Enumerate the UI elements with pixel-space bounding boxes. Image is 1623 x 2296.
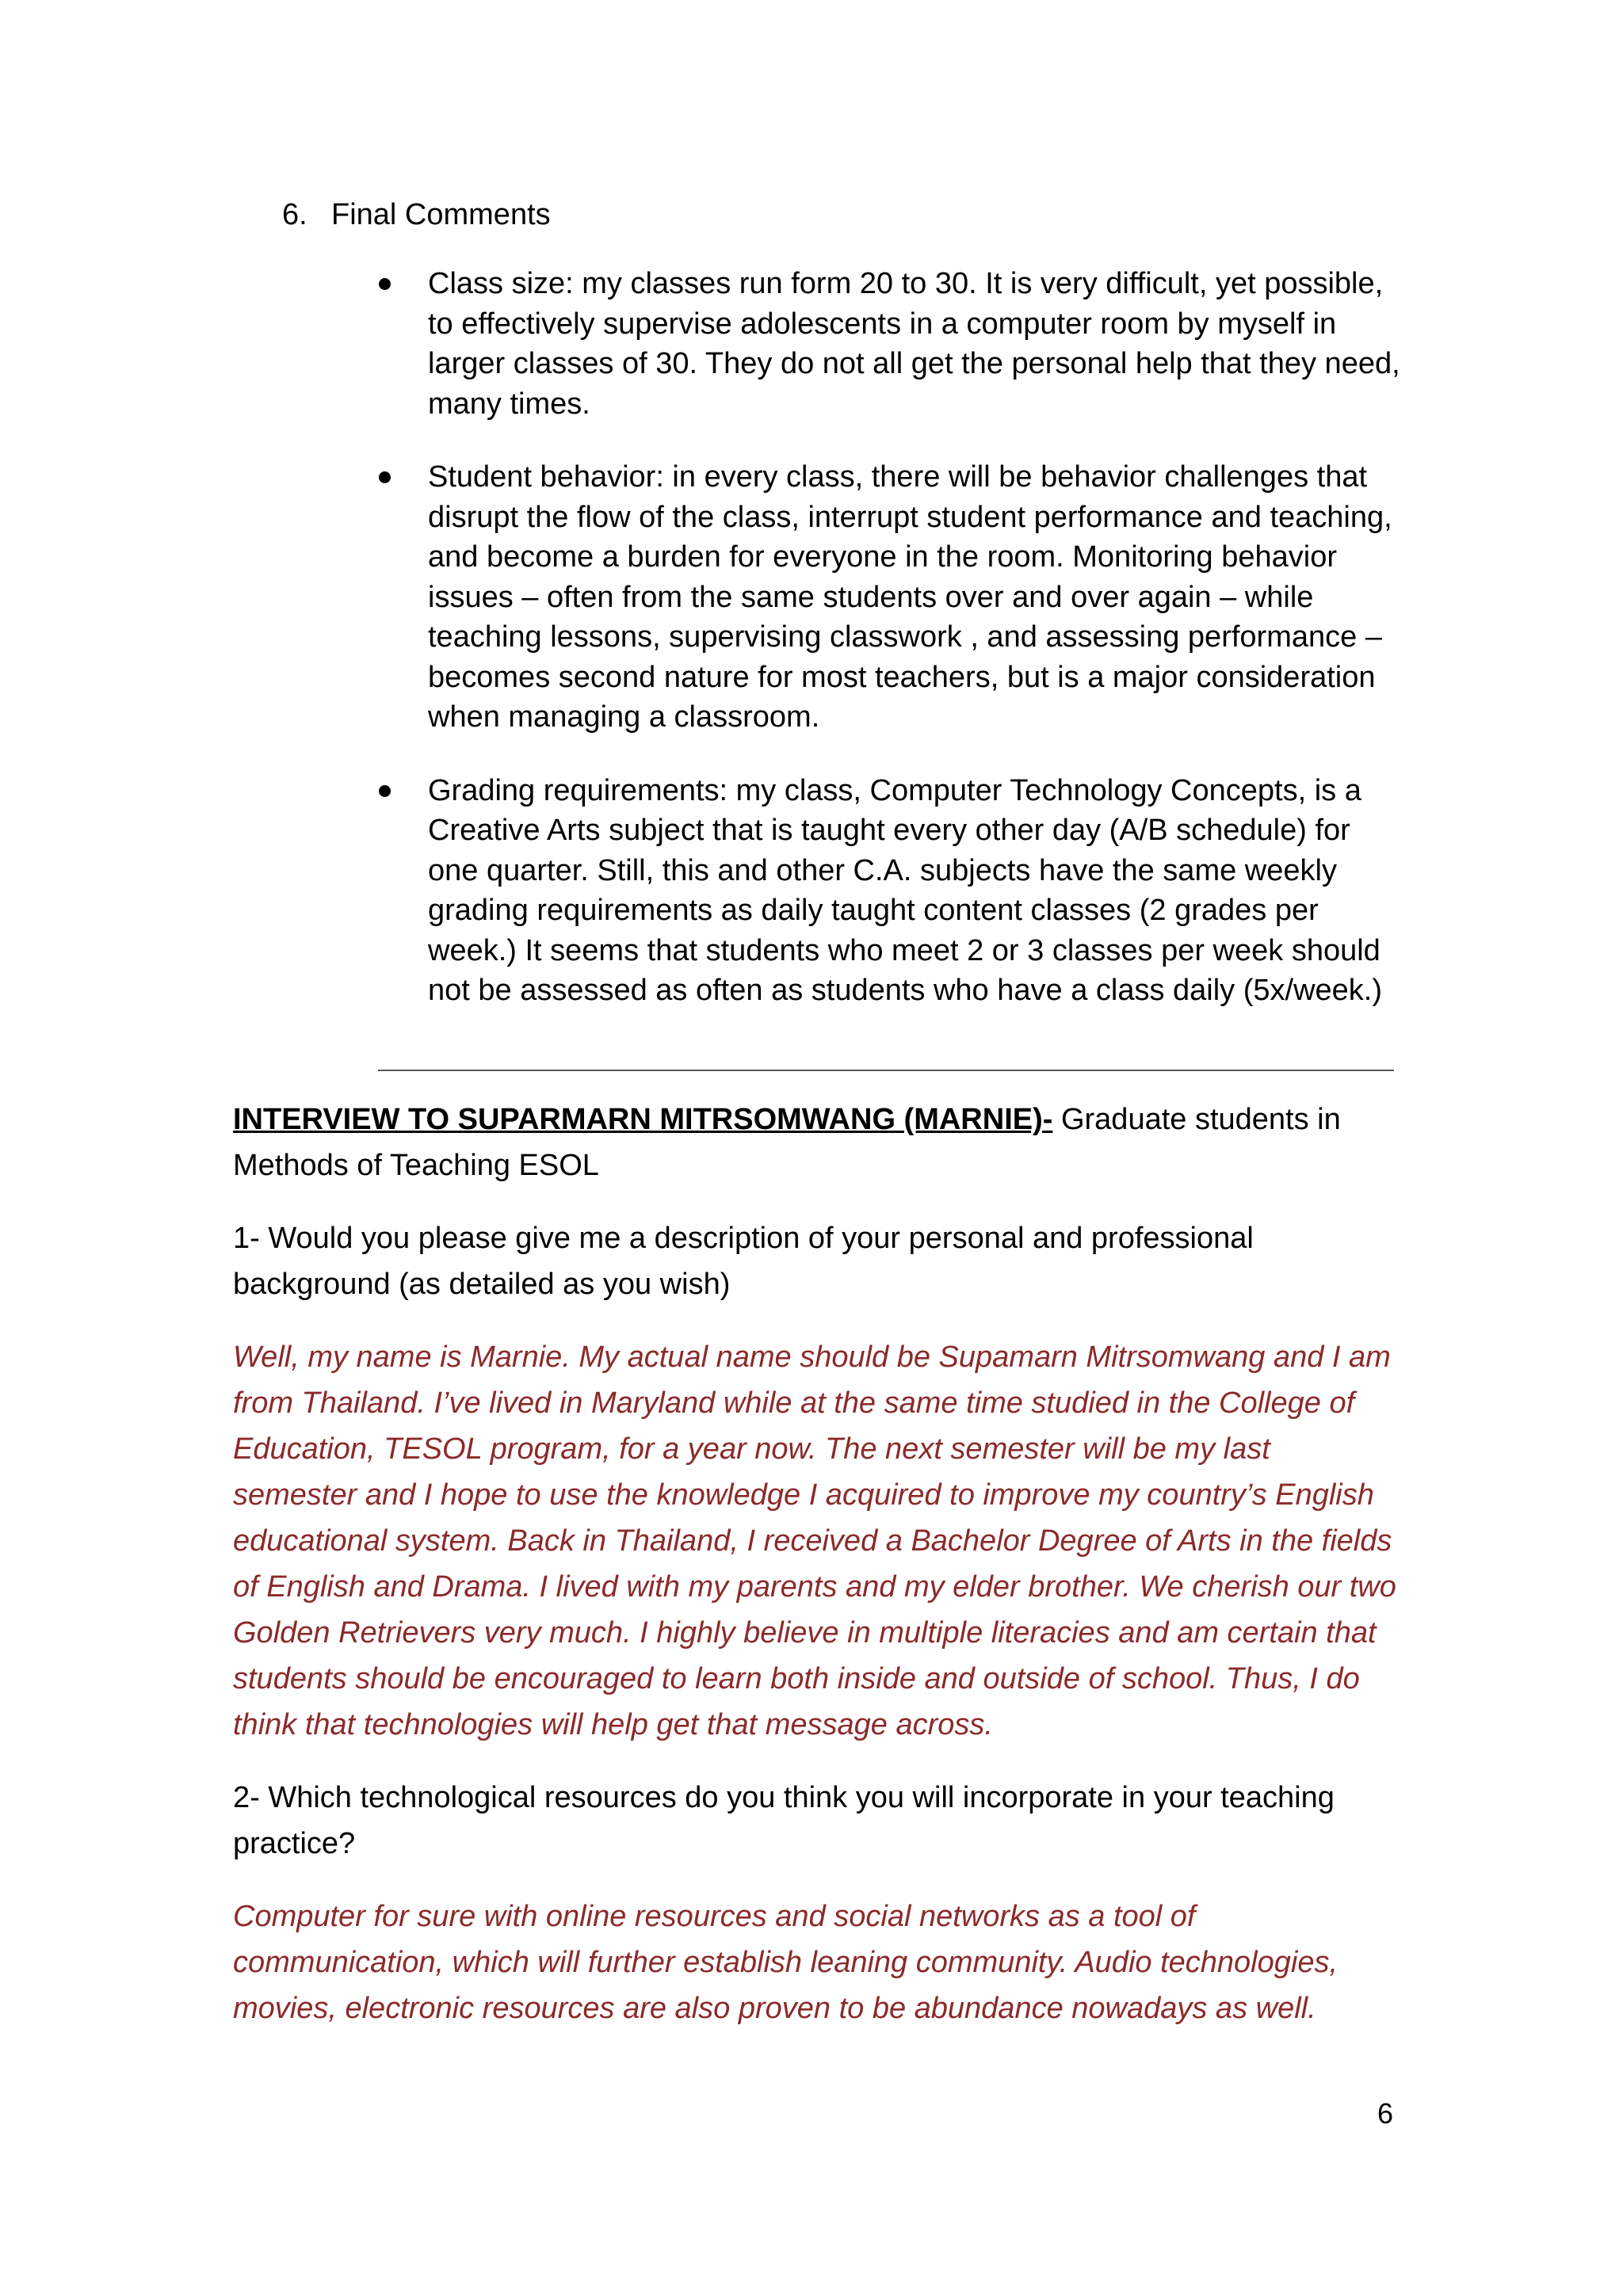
section-heading: [282, 195, 551, 235]
bullet-student-behavior: Student behavior: in every class, there will be behavior challenges that disrupt the flow of the class, interrupt student performance and teaching, and become a burden for everyone in the room. Monitoring behavior issues – often from the same students over and over again – while teaching lessons, supervising classwork , and assessing performance – becomes second nature for most teachers, but is a major consideration when managing a classroom.: [428, 457, 1403, 738]
final-comments-list: [428, 264, 1403, 1044]
answer-1: Well, my name is Marnie. My actual name should be Supamarn Mitrsomwang and I am from Thailand. I’ve lived in Maryland while at the same time studied in the College of Education, TESOL program, for a year now. The next semester will be my last semester and I hope to use the knowledge I acquired to improve my country’s English educational system. Back in Thailand, I received a Bachelor Degree of Arts in the fields of English and Drama. I lived with my parents and my elder brother. We cherish our two Golden Retrievers very much. I highly believe in multiple literacies and am certain that students should be encouraged to learn both inside and outside of school. Thus, I do think that technologies will help get that message across.: [233, 1341, 1396, 1741]
section-title: Final Comments: [331, 198, 551, 231]
horizontal-divider: [378, 1070, 1394, 1071]
bullet-grading-requirements: Grading requirements: my class, Computer Technology Concepts, is a Creative Arts subject that is taught every other day (A/B schedule) for one quarter. Still, this and other C.A. subjects have the same weekly grading requirements as daily taught content classes (2 grades per week.) It seems that students who meet 2 or 3 classes per week should not be assessed as often as students who have a class daily (5x/week.): [428, 771, 1403, 1011]
interview-header: [233, 1097, 1398, 1188]
interview-section: [233, 1097, 1398, 2058]
interview-title: INTERVIEW TO SUPARMARN MITRSOMWANG (MARNIE)-: [233, 1103, 1053, 1136]
bullet-class-size: Class size: my classes run form 20 to 30. It is very difficult, yet possible, to effectively supervise adolescents in a computer room by myself in larger classes of 30. They do not all get the personal help that they need, many times.: [428, 264, 1403, 424]
interview-subtitle: Graduate students in Methods of Teaching ESOL: [233, 1103, 1341, 1182]
page-number: 6: [1377, 2097, 1393, 2130]
question-1: 1- Would you please give me a description of your personal and professional background (as detailed as you wish): [233, 1222, 1254, 1301]
question-2: 2- Which technological resources do you think you will incorporate in your teaching practice?: [233, 1781, 1335, 1860]
answer-2: Computer for sure with online resources and social networks as a tool of communication, which will further establish leaning community. Audio technologies, movies, electronic resources are also proven to be abundance nowadays as well.: [233, 1900, 1338, 2025]
section-number: 6.: [282, 198, 307, 231]
